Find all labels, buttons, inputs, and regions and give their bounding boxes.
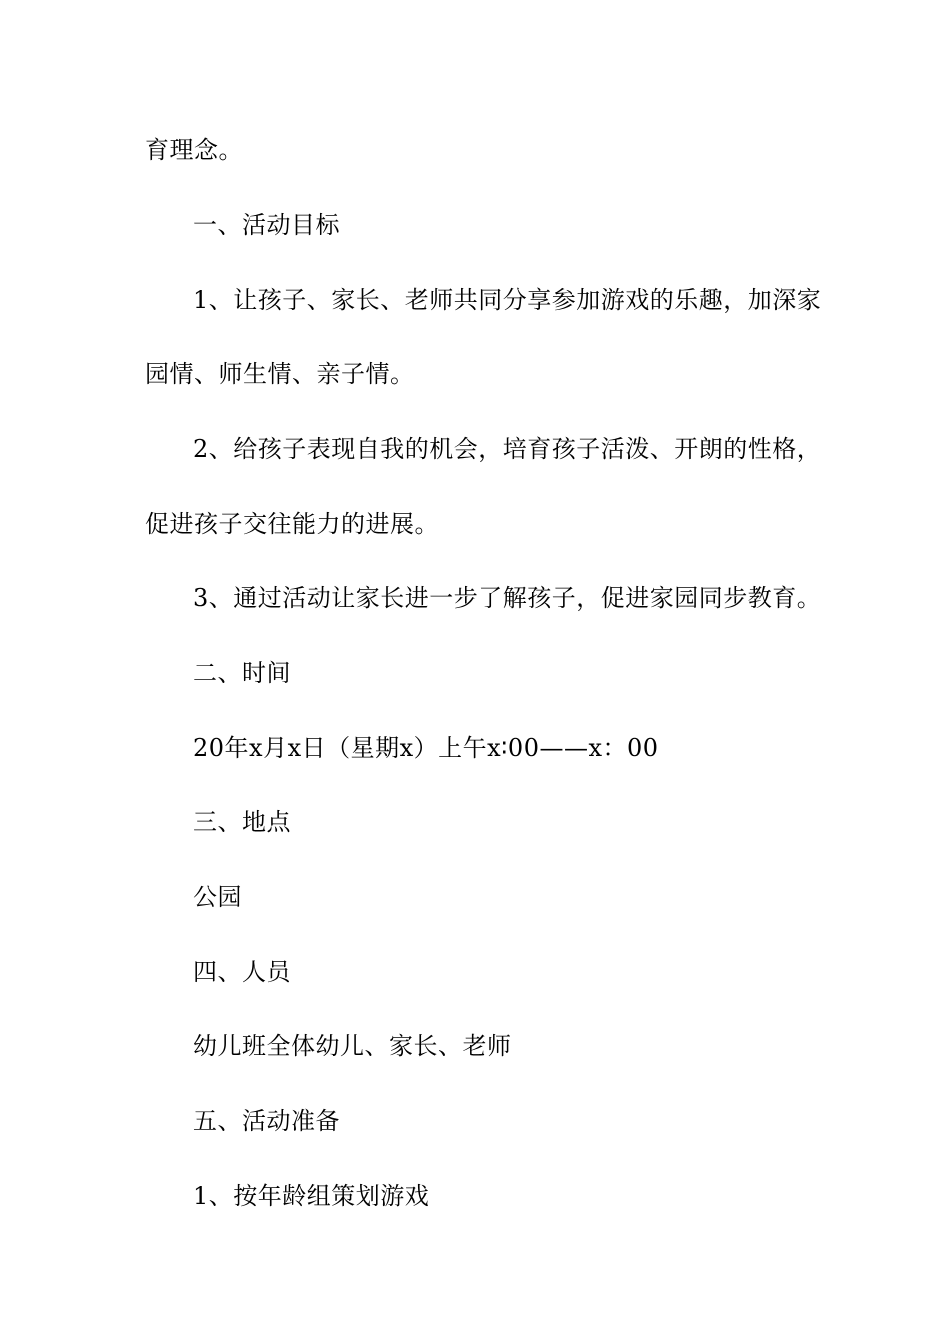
goal-item-1: 1、让孩子、家长、老师共同分享参加游戏的乐趣，加深家: [193, 286, 822, 314]
participants-text: 幼儿班全体幼儿、家长、老师: [193, 1032, 512, 1060]
goal-item-1-continuation: 园情、师生情、亲子情。: [145, 360, 415, 388]
goal-item-2: 2、给孩子表现自我的机会，培育孩子活泼、开朗的性格，: [193, 435, 822, 463]
section-heading-participants: 四、人员: [193, 958, 291, 986]
section-heading-goals: 一、活动目标: [193, 211, 340, 239]
location-text: 公园: [193, 883, 242, 911]
goal-item-3: 3、通过活动让家长进一步了解孩子，促进家园同步教育。: [193, 584, 822, 612]
goal-item-2-continuation: 促进孩子交往能力的进展。: [145, 510, 439, 538]
paragraph-continuation: 育理念。: [145, 136, 243, 164]
preparation-item-1: 1、按年龄组策划游戏: [193, 1182, 430, 1210]
time-text: 20年x月x日（星期x）上午x∶00——x：00: [193, 734, 659, 762]
section-heading-time: 二、时间: [193, 659, 291, 687]
section-heading-location: 三、地点: [193, 808, 291, 836]
section-heading-preparation: 五、活动准备: [193, 1107, 340, 1135]
